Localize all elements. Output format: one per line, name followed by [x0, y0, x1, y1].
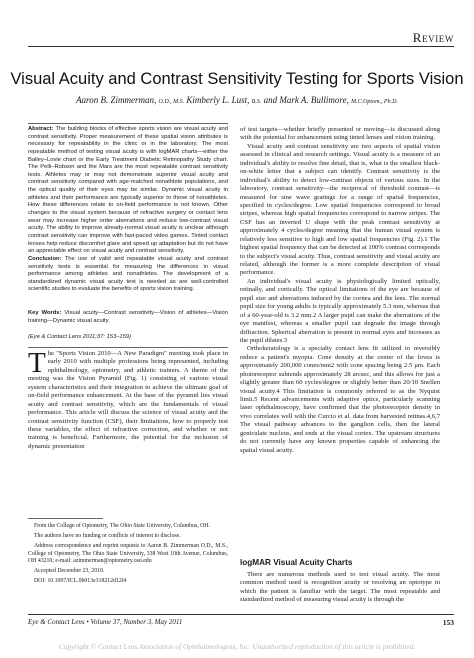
- keywords-label: Key Words:: [28, 310, 62, 316]
- footnote-doi: DOI: 10.1097/ICL.0b013e318212d12f4: [34, 578, 127, 585]
- author-degrees: O.D., M.S.: [158, 99, 185, 105]
- body-paragraph: of test targets—whether briefly presented or moving—is discussed along with the potential for enhancement using tinted lenses and vision training.: [240, 126, 440, 142]
- conclusion-label: Conclusion:: [28, 255, 62, 262]
- intro-paragraph: [28, 347, 228, 451]
- author-degrees: B.S.: [251, 99, 262, 105]
- page-number: 153: [442, 618, 454, 627]
- citation: (Eye & Contact Lens 2011;37: 153–159): [28, 334, 132, 340]
- journal-footer: Eye & Contact Lens • Volume 37, Number 3, May 2011: [28, 618, 183, 626]
- author-name: and Mark A. Bullimore,: [263, 95, 349, 105]
- conclusion-text: The use of valid and repeatable visual acuity and contrast sensitivity tests is essential for measuring the differences in visual performance among athletes and nonathletes. The development of a standardized dynamic visual acuity test is needed as are well-controlled scientific studies to evaluate the benefits of sports vision training.: [28, 255, 228, 293]
- footnote-affiliation: From the College of Optometry, The Ohio State University, Columbus, OH.: [34, 523, 210, 529]
- abstract-top-rule: [28, 123, 228, 124]
- footnotes: [28, 523, 228, 588]
- author-degrees: M.C.Optom., Ph.D.: [351, 99, 398, 105]
- copyright-notice: Copyright © Contact Lens Association of Ophthalmologists, Inc. Unauthorized reproduction of this article is prohibited.: [58, 642, 416, 651]
- footer-rule: [28, 614, 454, 615]
- abstract-bottom-rule: [28, 347, 228, 348]
- intro-text: he "Sports Vision 2010—A New Paradigm" meeting took place in early 2010 with multiple professions being represented, including ophthalmology, optometry, and athletic trainers. A theme of the meeting was the Vision Pyramid (Fig. 1) consisting of various visual system characteristics and their integration to achieve the ultimate goal of on-field performance enhancement. At the base of the pyramid lies visual acuity and contrast sensitivity, which are the fundamentals of visual performance. This article will discuss the science of visual acuity and the contrast sensitivity function (CSF), their limitations, how to properly test these variables, the effect of refractive correction, and whether or not training is beneficial. Furthermore, the potential for the inclusion of dynamic presentation: [28, 350, 228, 450]
- abstract-label: Abstract:: [28, 126, 54, 132]
- article-title: Visual Acuity and Contrast Sensitivity Testing for Sports Vision: [10, 70, 464, 88]
- body-paragraph: Orthokeratology is a specialty contact lens fit utilized to reversibly reduce a patient's myopia. Cone density at the center of the fovea is approximately 200,000 cones/mm2 with cone spacing being 2.5 μm. Each photoreceptor subtends approximately 28 arcsec, and this allows for just a slightly greater than 60 cycles/degree or slightly better than 20/10 Snellen visual acuity.4 This limitation is commonly referred to as the Nyquist limit.5 Recent advancements with adaptive optics, particularly scanning laser ophthalmoscopy, have confirmed that the photoreceptor density in vivo correlates well with the Curcio et al. data from harvested retinas.4,6,7 The visual pathway advances to the ganglion cells, then the lateral geniculate nucleus, and ends at the visual cortex. The upstream structures do not currently have any known properties capable of enhancing the spatial visual acuity.: [240, 345, 440, 454]
- section-label: Review: [412, 30, 454, 45]
- body-paragraph: An individual's visual acuity is physiologically limited optically, retinally, and cortically. The optical limitations of the eye are because of pupil size and aberrations induced by the cornea and the lens. The normal pupil size for young adults is typically approximately 5.3 mm, whereas that of a 60-year-old is 3.2 mm.2 A larger pupil can make the aberrations of the eye manifest, whereas a smaller pupil can degrade the image through diffraction. Spherical aberration is present in normal eyes and increases as the pupil dilates.3: [240, 277, 440, 344]
- body-paragraph: Visual acuity and contrast sensitivity are two aspects of spatial vision assessed in clinical and research settings. Visual acuity is a measure of an individual's ability to resolve fine detail, that is, what is the smallest black-on-white letter that a subject can identify. Contrast sensitivity is the individual's ability to detect low-contrast objects of various sizes. In the laboratory, contrast sensitivity—the reciprocal of threshold contrast—is measured for sine wave gratings for a range of spatial frequencies, specified in cycles/degree. Low spatial frequencies correspond to broad stripes, whereas high spatial frequencies correspond to narrow stripes. The CSF has an inverted U shape with the peak contrast sensitivity at approximately 4 cycles/degree meaning that the human visual system is relatively less sensitive to high and low spatial frequencies (Fig. 2).1 The highest spatial frequency that can be detected at 100% contrast corresponds to the subject's visual acuity. Thus, contrast sensitivity and visual acuity are related, although the former is a more complete description of visual performance.: [240, 142, 440, 277]
- author-name: Kimberly L. Lust,: [186, 95, 250, 105]
- abstract-block: [28, 126, 228, 294]
- right-column-continued: [240, 571, 440, 605]
- author-list: [0, 95, 474, 105]
- section-heading: logMAR Visual Acuity Charts: [240, 558, 353, 567]
- right-column-body: [240, 126, 440, 455]
- footnote-correspondence: Address correspondence and reprint requests to Aaron B. Zimmerman O.D., M.S., College of Optometry, The Ohio State University, 338 West 10th Avenue, Columbus, OH 43210; e-mail: azimmerman@optometry.osu.edu: [28, 543, 228, 565]
- author-name: Aaron B. Zimmerman,: [76, 95, 157, 105]
- footnote-funding: The authors have no funding or conflicts of interest to disclose.: [34, 533, 181, 540]
- keywords-text: Visual acuity—Contrast sensitivity—Vision of athletes—Vision training—Dynamic visual acuity.: [28, 310, 228, 324]
- footnote-rule: [28, 518, 103, 519]
- footnote-accepted: Accepted December 23, 2010.: [34, 568, 105, 575]
- body-paragraph: There are numerous methods used to test visual acuity. The most common method used is recognition acuity or resolving an optotype in which the patient is familiar with the target. The most repeatable and standardized method of measuring visual acuity is through the: [240, 571, 440, 604]
- header-rule: [28, 46, 454, 47]
- drop-cap: T: [28, 347, 46, 379]
- abstract-text: The building blocks of effective sports vision are visual acuity and contrast sensitivity. Proper measurement of these spatial vision attributes is necessary for repeatability in the clinic or in the laboratory. The most repeatable method of testing visual acuity is with logMAR charts—either the Bailey–Lovie chart or the Early Treatment Diabetic Retinopathy Study chart. The Pelli–Robson and the Mars are the most repeatable contrast sensitivity tests. Athletes may or may not demonstrate superior visual acuity and contrast sensitivity compared with age-matched nonathlete populations, and the optical quality of their eyes may be similar. Dynamic visual acuity in athletes and their performance are typically superior to those of nonathletes. How these differences relate to on-field performance is not known. Other changes to the visual system because of refractive surgery or contact lens wear may increase higher order aberrations and reduce low-contrast visual acuity. The ability to improve already-normal visual acuity is unclear although contrast sensitivity can improve with fast-paced video games. Tinted contact lenses help reduce discomfort glare and speed up adaptation but do not have an appreciable effect on visual acuity and contrast sensitivity.: [28, 126, 228, 255]
- keywords: [28, 310, 228, 325]
